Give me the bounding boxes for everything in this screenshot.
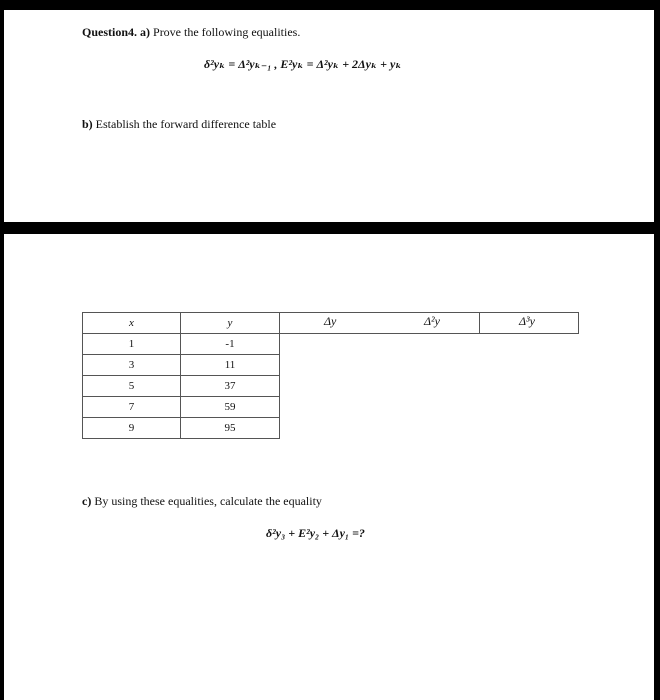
part-b-text: Establish the forward difference table <box>95 117 277 131</box>
header-divider <box>578 312 579 334</box>
part-c-label: c) <box>82 494 92 508</box>
header-delta-y: Δy <box>324 314 337 328</box>
page-upper <box>4 10 654 222</box>
cell-y: 95 <box>181 418 280 439</box>
table-header-row <box>83 313 280 334</box>
cell-y: 59 <box>181 397 280 418</box>
question-label: Question4. <box>82 25 138 39</box>
cell-x: 1 <box>83 334 181 355</box>
header-delta3-y: Δ³y <box>519 314 535 328</box>
cell-x: 7 <box>83 397 181 418</box>
question-title <box>82 25 300 40</box>
page-lower <box>4 234 654 700</box>
cell-y: -1 <box>181 334 280 355</box>
part-c <box>82 494 322 509</box>
cell-x: 9 <box>83 418 181 439</box>
table-row <box>83 334 280 355</box>
table-row <box>83 355 280 376</box>
table-row <box>83 397 280 418</box>
forward-difference-table <box>82 312 280 439</box>
part-c-text: By using these equalities, calculate the equality <box>94 494 322 508</box>
header-y: y <box>181 313 280 334</box>
cell-x: 5 <box>83 376 181 397</box>
part-b <box>82 117 276 132</box>
part-a-formula: δ²yₖ = Δ²yₖ₋₁ , E²yₖ = Δ²yₖ + 2Δyₖ + yₖ <box>204 57 402 71</box>
header-x: x <box>83 313 181 334</box>
part-a-label: a) <box>140 25 151 39</box>
cell-y: 37 <box>181 376 280 397</box>
part-c-formula: δ²y₃ + E²y₂ + Δy₁ =? <box>266 526 365 540</box>
cell-x: 3 <box>83 355 181 376</box>
part-a-text: Prove the following equalities. <box>153 25 301 39</box>
table-row <box>83 376 280 397</box>
part-b-label: b) <box>82 117 93 131</box>
header-divider <box>479 312 480 334</box>
cell-y: 11 <box>181 355 280 376</box>
table-row <box>83 418 280 439</box>
header-delta2-y: Δ²y <box>424 314 440 328</box>
